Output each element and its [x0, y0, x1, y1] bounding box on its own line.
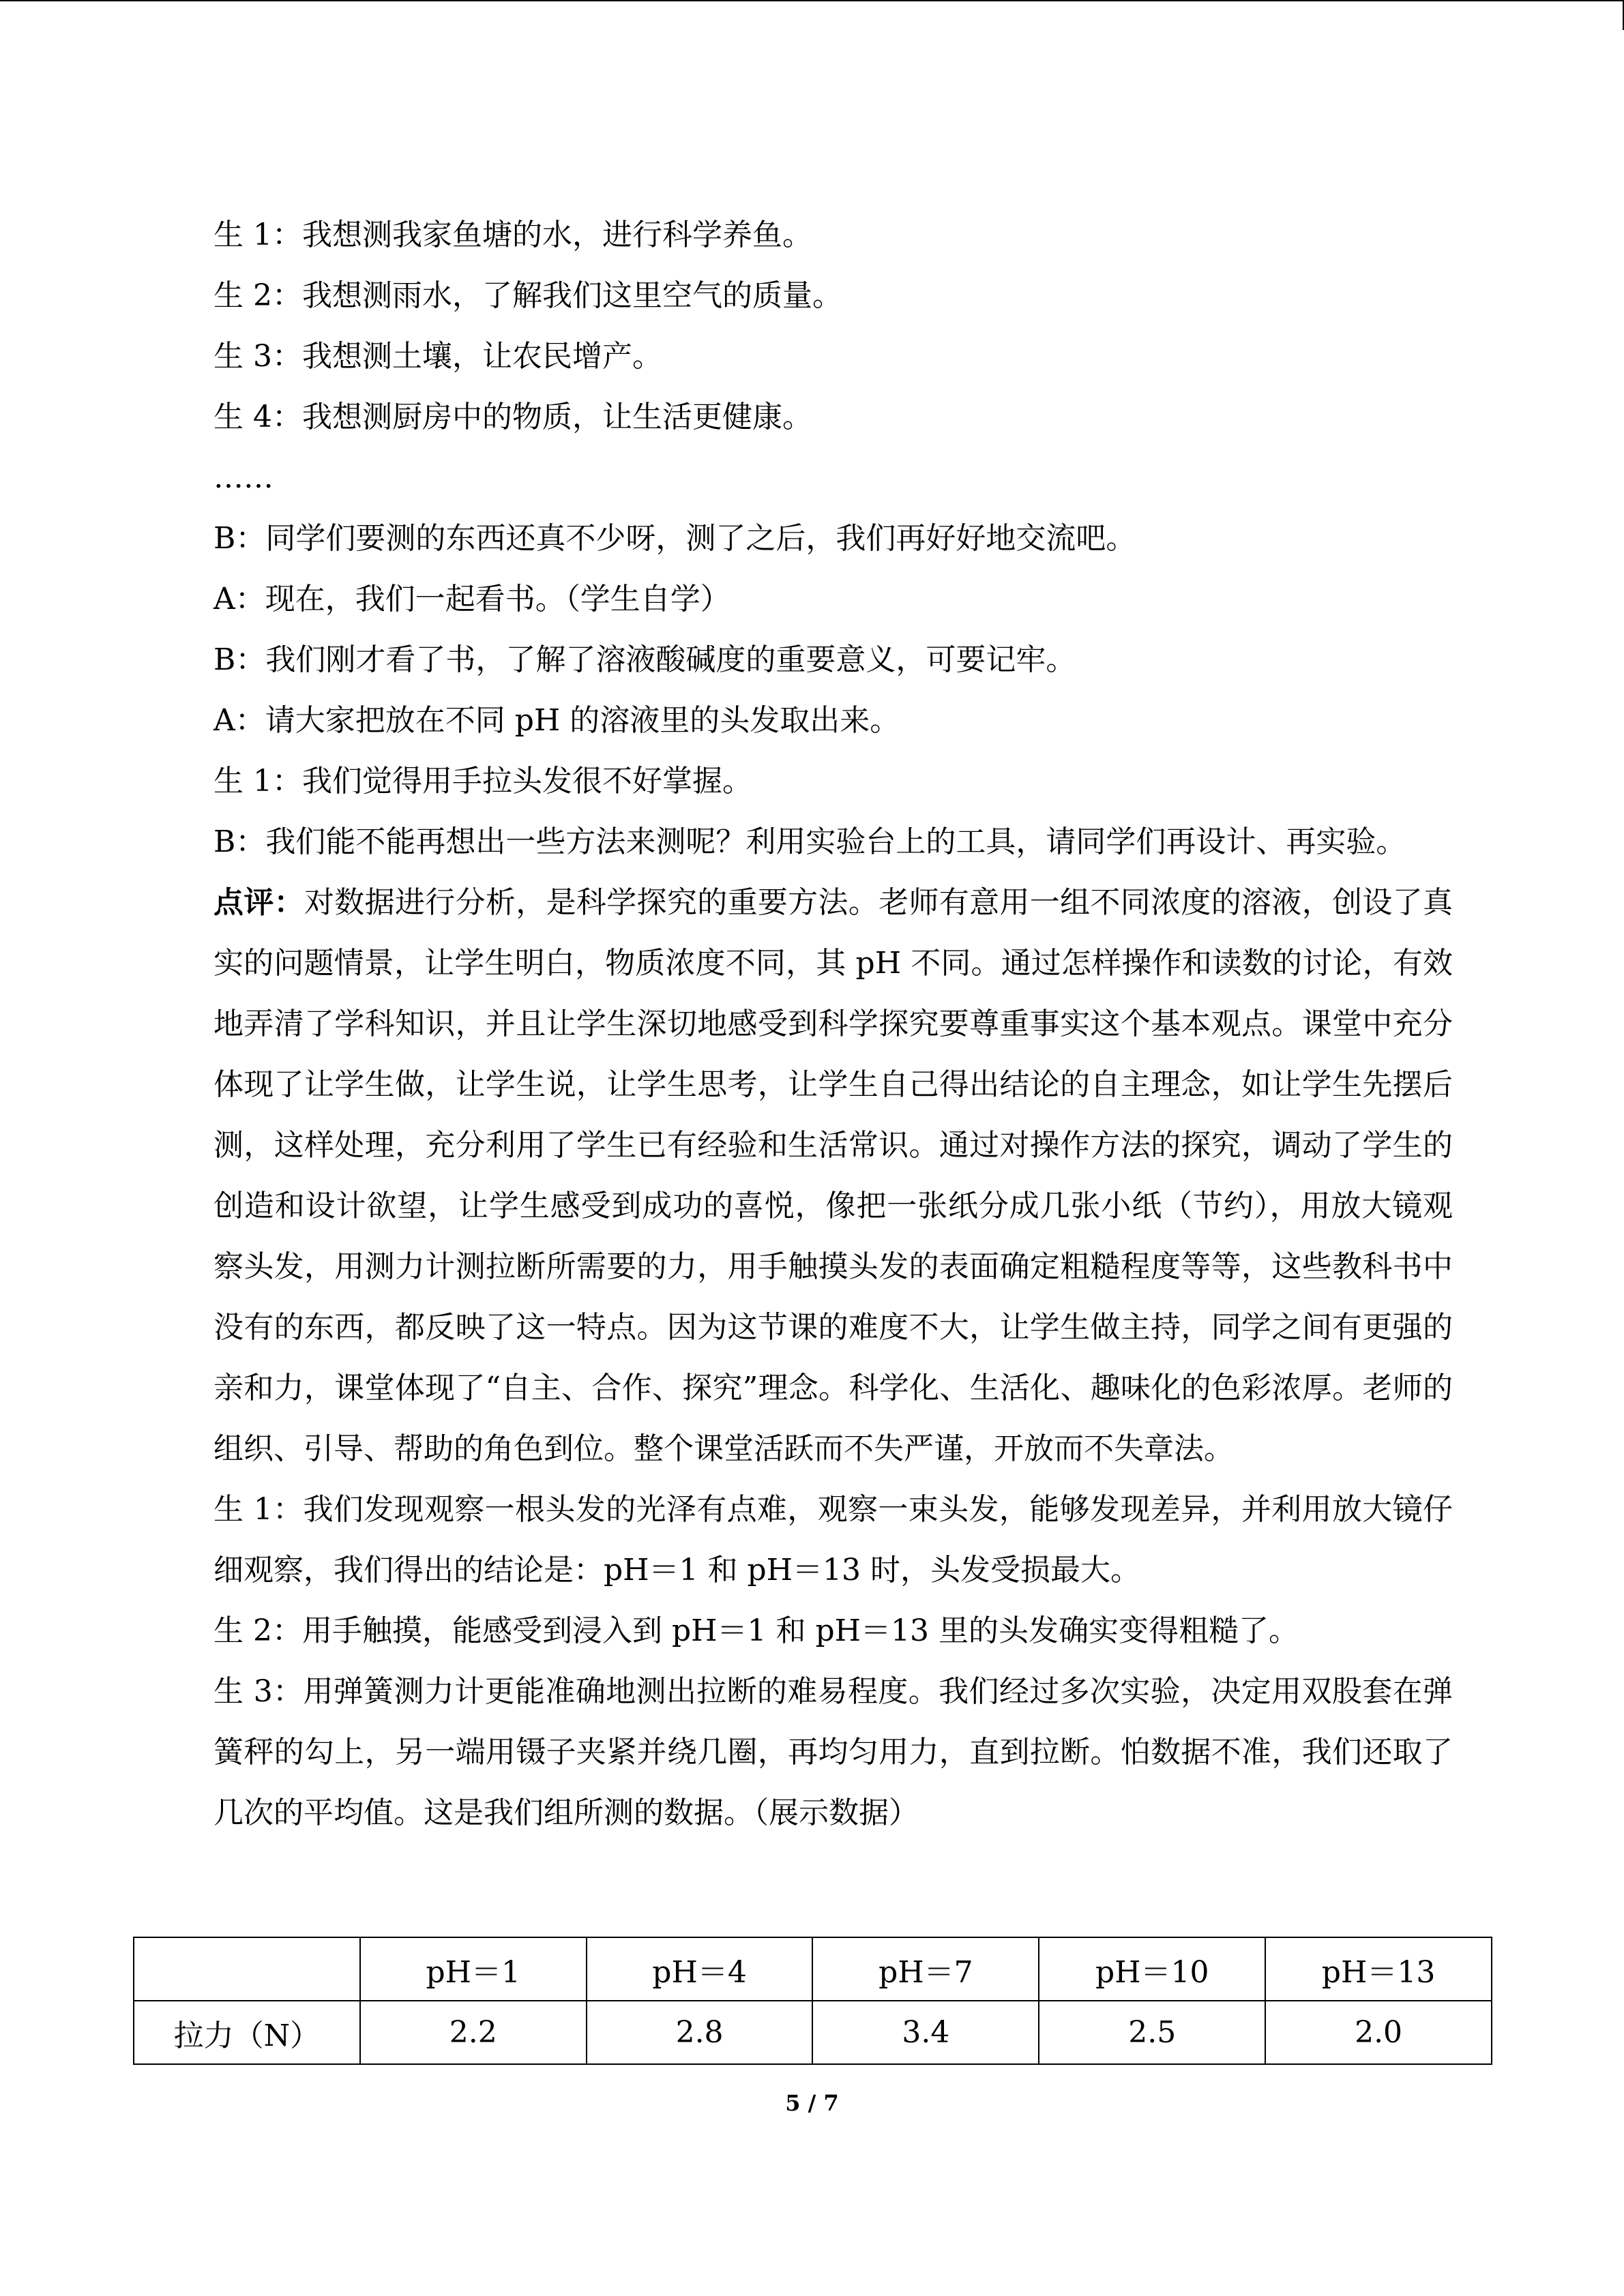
table-cell: 2.2 [360, 2001, 587, 2064]
ellipsis: …… [213, 460, 274, 495]
table-header-cell: pH＝7 [812, 1937, 1039, 2001]
paragraph: 生 2：我想测雨水，了解我们这里空气的质量。 [213, 278, 842, 313]
table-header-cell: pH＝13 [1265, 1937, 1492, 2001]
paragraph: A：现在，我们一起看书。（学生自学） [213, 582, 730, 616]
table-row-label: 拉力（N） [134, 2001, 360, 2064]
table-row [134, 2001, 1492, 2064]
comment-paragraph [133, 872, 1453, 1479]
page-number: 5 / 7 [785, 2090, 839, 2116]
top-border-line [0, 0, 1624, 1]
paragraph: B：同学们要测的东西还真不少呀，测了之后，我们再好好地交流吧。 [213, 521, 1136, 556]
comment-label: 点评： [213, 885, 304, 920]
table-cell: 2.8 [587, 2001, 813, 2064]
paragraph: 生 2：用手触摸，能感受到浸入到 pH＝1 和 pH＝13 里的头发确实变得粗糙了。 [213, 1613, 1299, 1648]
table-header-cell: pH＝4 [587, 1937, 813, 2001]
paragraph: 生 3：用弹簧测力计更能准确地测出拉断的难易程度。我们经过多次实验，决定用双股套在弹簧秤的勾上，另一端用镊子夹紧并绕几圈，再均匀用力，直到拉断。怕数据不准，我们还取了几次的平均值。这是我们组所测的数据。（展示数据） [213, 1674, 1453, 1830]
table-cell: 3.4 [812, 2001, 1039, 2064]
document-body [133, 205, 1453, 1843]
data-table [133, 1937, 1492, 2065]
paragraph: 生 1：我们发现观察一根头发的光泽有点难，观察一束头发，能够发现差异，并利用放大镜仔细观察，我们得出的结论是：pH＝1 和 pH＝13 时，头发受损最大。 [213, 1492, 1453, 1587]
table-corner-cell [134, 1937, 360, 2001]
paragraph: 生 3：我想测土壤，让农民增产。 [213, 339, 662, 374]
paragraph: B：我们刚才看了书，了解了溶液酸碱度的重要意义，可要记牢。 [213, 642, 1076, 677]
table-header-row [134, 1937, 1492, 2001]
table-header-cell: pH＝10 [1039, 1937, 1265, 2001]
paragraph: A：请大家把放在不同 pH 的溶液里的头发取出来。 [213, 703, 900, 738]
table-header-cell: pH＝1 [360, 1937, 587, 2001]
paragraph: 生 1：我想测我家鱼塘的水，进行科学养鱼。 [213, 218, 812, 252]
table-cell: 2.5 [1039, 2001, 1265, 2064]
paragraph-b-design: B：我们能不能再想出一些方法来测呢？利用实验台上的工具，请同学们再设计、再实验。 [213, 824, 1406, 859]
paragraph: 生 4：我想测厨房中的物质，让生活更健康。 [213, 400, 812, 434]
paragraph: 生 1：我们觉得用手拉头发很不好掌握。 [213, 764, 752, 799]
table-cell: 2.0 [1265, 2001, 1492, 2064]
comment-text: 对数据进行分析，是科学探究的重要方法。老师有意用一组不同浓度的溶液，创设了真实的问题情景，让学生明白，物质浓度不同，其 pH 不同。通过怎样操作和读数的讨论，有效地弄清了学科知识，并且让学生深切地感受到科学探究要尊重事实这个基本观点。课堂中充分体现了让学生做，让学生说，让学生思考，让学生自己得出结论的自主理念，如让学生先摆后测，这样处理，充分利用了学生已有经验和生活常识。通过对操作方法的探究，调动了学生的创造和设计欲望，让学生感受到成功的喜悦，像把一张纸分成几张小纸（节约），用放大镜观察头发，用测力计测拉断所需要的力，用手触摸头发的表面确定粗糙程度等等，这些教科书中没有的东西，都反映了这一特点。因为这节课的难度不大，让学生做主持，同学之间有更强的亲和力，课堂体现了“自主、合作、探究”理念。科学化、生活化、趣味化的色彩浓厚。老师的组织、引导、帮助的角色到位。整个课堂活跃而不失严谨，开放而不失章法。 [213, 885, 1453, 1466]
